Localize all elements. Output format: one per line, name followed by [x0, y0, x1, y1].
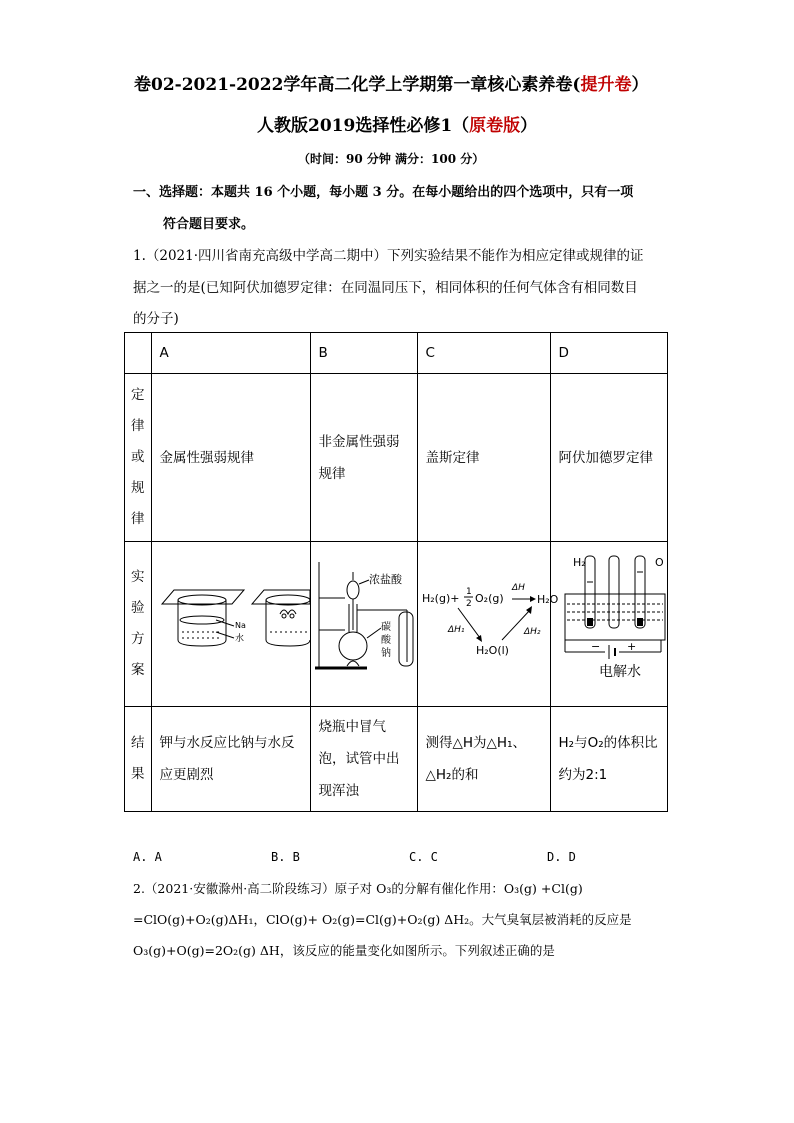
title-line-2: 人教版2019选择性必修1（原卷版） [257, 116, 538, 136]
label-hcl: 浓盐酸 [368, 573, 402, 586]
svg-text:H₂(g)+: H₂(g)+ [421, 592, 459, 605]
result-a: 钾与水反应比钠与水反应更剧烈 [151, 707, 310, 812]
q1-stem-line-1: 1.（2021·四川省南充高级中学高二期中）下列实验结果不能作为相应定律或规律的证 [133, 248, 644, 264]
table-law-row [125, 374, 668, 542]
title-line-1: 卷02-2021-2022学年高二化学上学期第一章核心素养卷(提升卷） [134, 75, 649, 95]
label-carbonate-1: 碳 [380, 622, 391, 633]
svg-text:电解水: 电解水 [598, 664, 641, 680]
q2-stem-line-3: O₃(g)+O(g)=2O₂(g) ΔH，该反应的能量变化如图所示。下列叙述正确的是 [133, 943, 555, 958]
q2-stem-line-2: =ClO(g)+O₂(g)ΔH₁，ClO(g)+ O₂(g)=Cl(g)+O₂(g) ΔH₂。大气臭氧层被消耗的反应是 [133, 912, 632, 927]
svg-text:H₂O: H₂O [536, 593, 558, 606]
law-b: 非金属性强弱规律 [310, 374, 417, 542]
label-water: 水 [234, 634, 244, 644]
law-d: 阿伏加德罗定律 [550, 374, 668, 542]
svg-text:ΔH: ΔH [511, 583, 525, 593]
fig-c-hess [418, 542, 558, 694]
q1-option-b[interactable]: B. B [271, 850, 300, 864]
q1-option-a[interactable]: A. A [133, 850, 162, 864]
plan-row-label: 实 验 方 案 [125, 542, 152, 707]
plan-c [417, 542, 558, 707]
svg-text:+: + [626, 640, 636, 653]
plan-a [151, 542, 310, 707]
q1-option-d[interactable]: D. D [547, 850, 576, 864]
table-plan-row [125, 542, 668, 707]
svg-text:H₂: H₂ [572, 556, 586, 569]
table-corner [125, 333, 152, 374]
law-c: 盖斯定律 [417, 374, 550, 542]
law-row-label: 定 律 或 规 律 [125, 374, 152, 542]
q1-option-c[interactable]: C. C [409, 850, 438, 864]
svg-text:ΔH₁: ΔH₁ [447, 625, 465, 635]
fig-b-apparatus [311, 542, 417, 694]
result-d: H₂与O₂的体积比约为2:1 [550, 707, 668, 812]
svg-text:O₂(g): O₂(g) [474, 592, 504, 605]
q1-stem-line-2: 据之一的是(已知阿伏加德罗定律：在同温同压下，相同体积的任何气体含有相同数目 [133, 280, 638, 296]
header-a: A [151, 333, 310, 374]
label-carbonate-2: 酸 [380, 635, 391, 646]
result-c: 测得△H为△H₁、△H₂的和 [417, 707, 550, 812]
exam-meta: （时间：90 分钟 满分：100 分） [298, 152, 485, 166]
q1-table [124, 332, 668, 812]
svg-text:2: 2 [465, 599, 472, 609]
section-1-line-1: 一、选择题：本题共 16 个小题，每小题 3 分。在每小题给出的四个选项中，只有一项 [133, 185, 634, 200]
plan-b [310, 542, 417, 707]
table-header-row [125, 333, 668, 374]
svg-text:−: − [590, 640, 600, 653]
header-b: B [310, 333, 417, 374]
section-1-line-2: 符合题目要求。 [163, 217, 255, 232]
table-result-row [125, 707, 668, 812]
svg-text:1: 1 [465, 587, 472, 597]
result-row-label: 结 果 [125, 707, 152, 812]
q2-stem-line-1: 2.（2021·安徽滁州·高二阶段练习）原子对 O₃的分解有催化作用：O₃(g) +Cl(g) [133, 881, 583, 896]
svg-text:ΔH₂: ΔH₂ [523, 627, 541, 637]
label-carbonate-3: 钠 [380, 648, 391, 659]
q1-stem-line-3: 的分子) [133, 311, 179, 327]
label-na: Na [234, 621, 246, 630]
fig-a-beakers [152, 542, 310, 694]
law-a: 金属性强弱规律 [151, 374, 310, 542]
result-b: 烧瓶中冒气泡，试管中出现浑浊 [310, 707, 417, 812]
svg-text:O: O [654, 556, 664, 569]
svg-text:H₂O(l): H₂O(l) [475, 644, 509, 657]
plan-d [550, 542, 668, 707]
fig-d-electrolysis [551, 542, 665, 694]
header-c: C [417, 333, 550, 374]
header-d: D [550, 333, 668, 374]
